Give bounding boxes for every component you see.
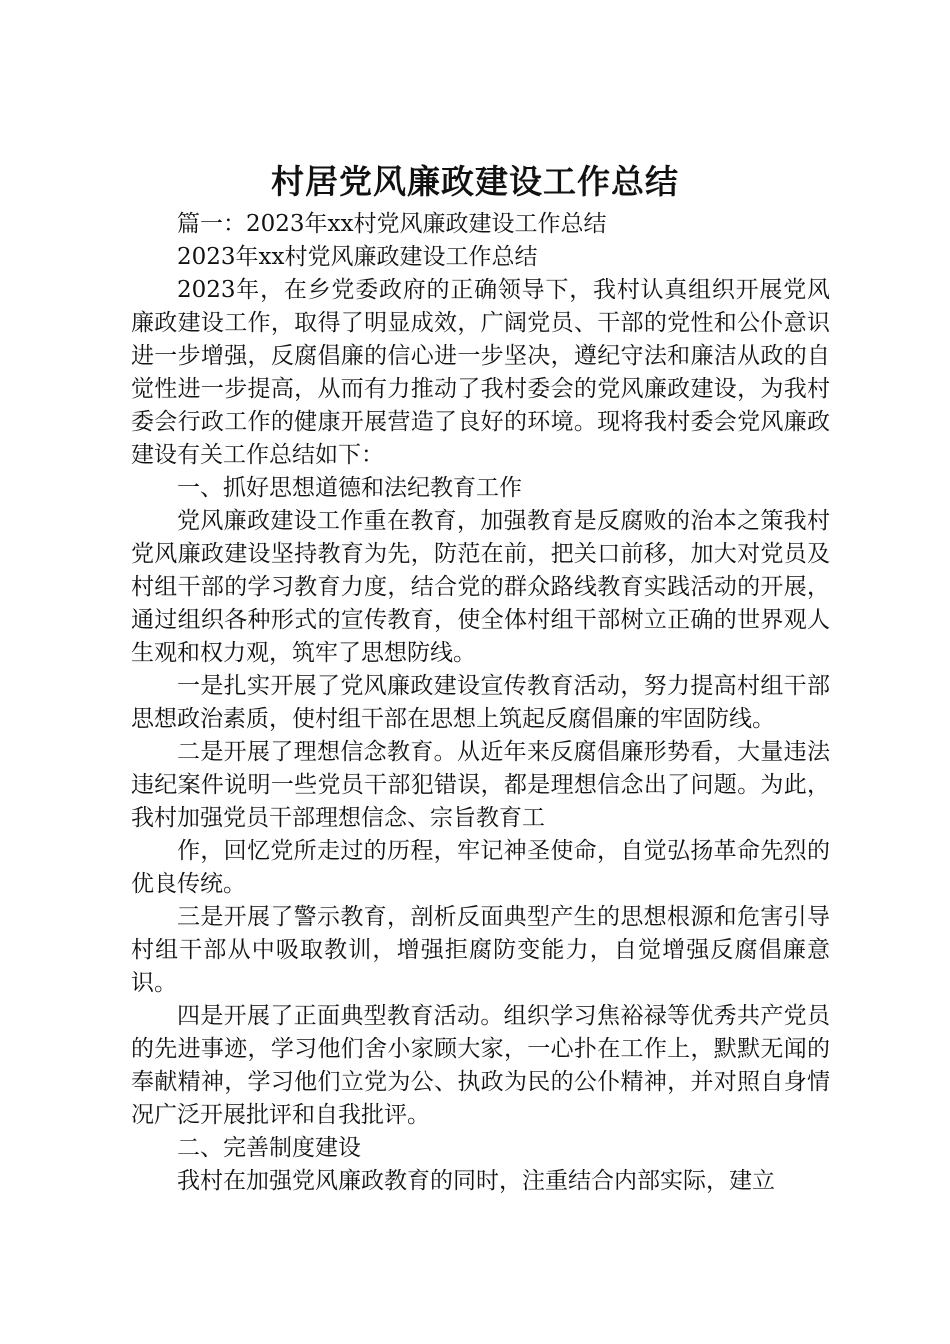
- body-paragraph: 党风廉政建设工作重在教育，加强教育是反腐败的治本之策我村党风廉政建设坚持教育为先，防范在前，把关口前移，加大对党员及村组干部的学习教育力度，结合党的群众路线教育实践活动的开展，通过组织各种形式的宣传教育，使全体村组干部树立正确的世界观人生观和权力观，筑牢了思想防线。: [131, 508, 830, 666]
- document-body: [131, 208, 830, 1198]
- body-paragraph: 2023年，在乡党委政府的正确领导下，我村认真组织开展党风廉政建设工作，取得了明显成效，广阔党员、干部的党性和公仆意识进一步增强，反腐倡廉的信心进一步坚决，遵纪守法和廉洁从政的自觉性进一步提高，从而有力推动了我村委会的党风廉政建设，为我村委会行政工作的健康开展营造了良好的环境。现将我村委会党风廉政建设有关工作总结如下：: [131, 277, 830, 468]
- body-paragraph: 三是开展了警示教育，剖析反面典型产生的思想根源和危害引导村组干部从中吸取教训，增强拒腐防变能力，自觉增强反腐倡廉意识。: [131, 904, 830, 996]
- section-heading: 二、完善制度建设: [177, 1135, 361, 1161]
- article-heading: 篇一：2023年xx村党风廉政建设工作总结: [177, 211, 607, 237]
- body-paragraph: 四是开展了正面典型教育活动。组织学习焦裕禄等优秀共产党员的先进事迹，学习他们舍小家顾大家，一心扑在工作上，默默无闻的奉献精神，学习他们立党为公、执政为民的公仆精神，并对照自身情况广泛开展批评和自我批评。: [131, 1003, 830, 1128]
- article-subheading: 2023年xx村党风廉政建设工作总结: [177, 244, 538, 270]
- section-heading: 一、抓好思想道德和法纪教育工作: [177, 475, 522, 501]
- body-paragraph: 一是扎实开展了党风廉政建设宣传教育活动，努力提高村组干部思想政治素质，使村组干部在思想上筑起反腐倡廉的牢固防线。: [131, 673, 830, 732]
- body-paragraph: 作，回忆党所走过的历程，牢记神圣使命，自觉弘扬革命先烈的优良传统。: [131, 838, 830, 897]
- body-paragraph: 二是开展了理想信念教育。从近年来反腐倡廉形势看，大量违法违纪案件说明一些党员干部犯错误，都是理想信念出了问题。为此，我村加强党员干部理想信念、宗旨教育工: [131, 739, 830, 831]
- body-paragraph: 我村在加强党风廉政教育的同时，注重结合内部实际，建立: [177, 1168, 775, 1194]
- document-title: 村居党风廉政建设工作总结: [271, 162, 679, 201]
